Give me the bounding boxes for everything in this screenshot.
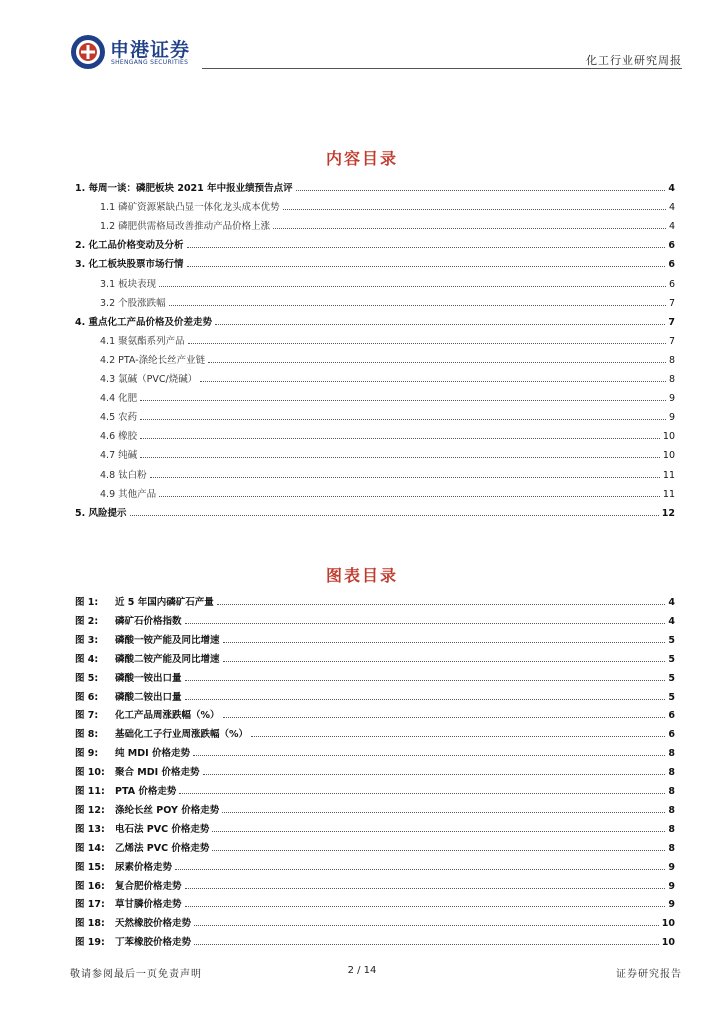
brand-name-cn: 申港证券 bbox=[110, 39, 191, 61]
toc-entry-page: 12 bbox=[661, 507, 675, 519]
toc-leader-dots bbox=[222, 811, 665, 813]
toc-entry-label: 1. 每周一谈：磷肥板块 2021 年中报业绩预告点评 bbox=[75, 183, 293, 194]
toc-entry-label: 3.1 板块表现 bbox=[100, 278, 157, 290]
toc-leader-dots bbox=[169, 304, 666, 306]
figure-toc-entry-label bbox=[75, 670, 182, 684]
toc-entry-page: 11 bbox=[662, 469, 675, 481]
brand-name-en: SHENGANG SECURITIES bbox=[111, 59, 189, 66]
toc-entry[interactable] bbox=[100, 369, 675, 385]
figure-number: 图 1: bbox=[75, 597, 99, 608]
toc-entry-page: 9 bbox=[668, 412, 675, 424]
figure-title: 尿素价格走势 bbox=[115, 861, 173, 873]
figure-toc-entry[interactable] bbox=[75, 705, 675, 721]
figure-number: 图 13: bbox=[75, 823, 105, 835]
toc-leader-dots bbox=[251, 735, 665, 737]
figure-toc-entry-label bbox=[75, 726, 248, 740]
figure-toc-entry[interactable] bbox=[75, 649, 675, 665]
shengang-logo-icon bbox=[70, 34, 106, 70]
figure-toc-entry-page: 5 bbox=[668, 634, 675, 646]
toc-leader-dots bbox=[223, 641, 666, 643]
figure-toc-entry[interactable] bbox=[75, 762, 675, 778]
figure-title: 聚合 MDI 价格走势 bbox=[115, 767, 200, 779]
figure-toc-entry-page: 8 bbox=[668, 748, 675, 760]
toc-leader-dots bbox=[217, 603, 666, 605]
toc-entry-label: 4.7 纯碱 bbox=[100, 450, 138, 462]
toc-leader-dots bbox=[283, 208, 666, 210]
figure-title: 电石法 PVC 价格走势 bbox=[115, 823, 210, 835]
toc-entry-page: 6 bbox=[668, 240, 675, 252]
toc-entry-label: 3.2 个股涨跌幅 bbox=[100, 297, 166, 309]
toc-entry-label: 4.6 橡胶 bbox=[100, 431, 138, 443]
figure-toc-entry-page: 8 bbox=[668, 786, 675, 797]
figure-toc-entry-page: 5 bbox=[668, 691, 675, 703]
toc-entry-label: 1.2 磷肥供需格局改善推动产品价格上涨 bbox=[100, 221, 271, 233]
figure-title: 化工产品周涨跌幅（%） bbox=[115, 710, 220, 722]
figure-toc-entry-page: 6 bbox=[668, 729, 675, 741]
figure-toc-entry-label bbox=[75, 613, 182, 627]
toc-leader-dots bbox=[200, 380, 666, 382]
figure-toc-entry[interactable] bbox=[75, 743, 675, 759]
figure-toc-entry[interactable] bbox=[75, 724, 675, 740]
toc-leader-dots bbox=[185, 887, 666, 889]
figure-number: 图 18: bbox=[75, 918, 105, 930]
figure-title: 草甘膦价格走势 bbox=[115, 899, 182, 911]
figure-number: 图 7: bbox=[75, 710, 99, 722]
figure-number: 图 6: bbox=[75, 691, 99, 703]
figure-toc-entry-label bbox=[75, 651, 220, 665]
toc-entry-label: 2. 化工品价格变动及分析 bbox=[75, 240, 184, 252]
toc-entry-page: 11 bbox=[662, 488, 675, 500]
figure-toc-entry[interactable] bbox=[75, 781, 675, 797]
toc-entry-page: 4 bbox=[668, 183, 675, 194]
figure-toc-entry[interactable] bbox=[75, 913, 675, 929]
figure-toc-entry-label bbox=[75, 802, 219, 816]
toc-entry[interactable] bbox=[100, 407, 675, 423]
figure-toc-entry-label bbox=[75, 840, 209, 854]
toc-leader-dots bbox=[212, 849, 665, 851]
figure-toc-entry[interactable] bbox=[75, 687, 675, 703]
figure-number: 图 2: bbox=[75, 615, 99, 627]
toc-entry[interactable] bbox=[100, 445, 675, 461]
toc-leader-dots bbox=[185, 679, 666, 681]
figure-title: 天然橡胶价格走势 bbox=[115, 918, 192, 930]
figure-number: 图 19: bbox=[75, 937, 105, 949]
toc-leader-dots bbox=[159, 285, 666, 287]
toc-leader-dots bbox=[175, 868, 665, 870]
figure-toc-entry[interactable] bbox=[75, 819, 675, 835]
toc-leader-dots bbox=[208, 361, 666, 363]
figure-toc-entry[interactable] bbox=[75, 932, 675, 948]
figure-number: 图 4: bbox=[75, 653, 99, 665]
toc-leader-dots bbox=[185, 622, 666, 624]
toc-entry[interactable] bbox=[100, 293, 675, 309]
toc-entry[interactable] bbox=[75, 503, 675, 519]
figure-toc-entry-label bbox=[75, 821, 209, 835]
toc-leader-dots bbox=[140, 399, 666, 401]
figure-toc-entry-label bbox=[75, 594, 214, 608]
toc-entry-label: 3. 化工板块股票市场行情 bbox=[75, 259, 184, 271]
figure-number: 图 3: bbox=[75, 634, 99, 646]
toc-entry-page: 10 bbox=[662, 450, 675, 462]
figure-title: 丁苯橡胶价格走势 bbox=[115, 937, 192, 949]
figure-toc-entry-page: 10 bbox=[661, 918, 675, 930]
content-toc-title: 内容目录 bbox=[325, 149, 398, 168]
figure-toc-entry-page: 5 bbox=[668, 653, 675, 665]
figure-number: 图 11: bbox=[75, 786, 105, 797]
toc-entry-page: 4 bbox=[668, 202, 675, 214]
figure-toc-entry-page: 4 bbox=[668, 597, 675, 608]
figure-toc-entry[interactable] bbox=[75, 668, 675, 684]
figure-toc-entry-page: 8 bbox=[668, 804, 675, 816]
toc-entry-label: 4.3 氯碱（PVC/烧碱） bbox=[100, 374, 198, 385]
figure-toc-entry-page: 4 bbox=[668, 615, 675, 627]
figure-toc-entry-page: 9 bbox=[668, 899, 675, 911]
report-series-title: 化工行业研究周报 bbox=[586, 54, 682, 67]
toc-entry-label: 4.1 聚氨酯系列产品 bbox=[100, 335, 185, 347]
toc-entry[interactable] bbox=[100, 197, 675, 213]
figure-toc-entry-label bbox=[75, 859, 172, 873]
figure-toc-entry-page: 8 bbox=[668, 842, 675, 854]
toc-leader-dots bbox=[140, 456, 660, 458]
toc-leader-dots bbox=[130, 514, 659, 516]
toc-leader-dots bbox=[188, 342, 666, 344]
figure-toc-entry[interactable] bbox=[75, 800, 675, 816]
figure-number: 图 12: bbox=[75, 804, 105, 816]
figure-title: 涤纶长丝 POY 价格走势 bbox=[115, 804, 220, 816]
toc-leader-dots bbox=[212, 830, 665, 832]
figure-toc-title: 图表目录 bbox=[325, 566, 398, 585]
toc-entry-page: 6 bbox=[668, 259, 675, 271]
toc-leader-dots bbox=[179, 792, 665, 794]
figure-toc-entry-page: 10 bbox=[661, 937, 675, 949]
figure-number: 图 16: bbox=[75, 880, 105, 892]
figure-number: 图 14: bbox=[75, 842, 105, 854]
figure-title: 基础化工子行业周涨跌幅（%） bbox=[115, 729, 249, 741]
figure-toc-entry[interactable] bbox=[75, 838, 675, 854]
toc-entry-label: 5. 风险提示 bbox=[75, 507, 127, 519]
figure-title: 磷酸二铵产能及同比增速 bbox=[115, 653, 220, 665]
page-header bbox=[70, 30, 682, 72]
figure-title: 纯 MDI 价格走势 bbox=[115, 748, 190, 760]
figure-toc-entry-label bbox=[75, 783, 176, 797]
toc-entry[interactable] bbox=[100, 484, 675, 500]
figure-toc-entry[interactable] bbox=[75, 592, 675, 608]
figure-toc-entry-page: 5 bbox=[668, 672, 675, 684]
toc-entry-label: 4.2 PTA-涤纶长丝产业链 bbox=[100, 354, 206, 366]
header-divider bbox=[202, 68, 682, 69]
figure-toc-entry-page: 8 bbox=[668, 823, 675, 835]
toc-leader-dots bbox=[194, 943, 659, 945]
figure-title: 乙烯法 PVC 价格走势 bbox=[115, 842, 210, 854]
figure-title: 磷矿石价格指数 bbox=[115, 615, 182, 627]
toc-entry[interactable] bbox=[75, 254, 675, 270]
figure-title: 磷酸一铵出口量 bbox=[115, 672, 182, 684]
figure-toc-entry[interactable] bbox=[75, 630, 675, 646]
figure-title: 复合肥价格走势 bbox=[115, 880, 182, 892]
toc-entry-page: 6 bbox=[668, 278, 675, 290]
footer-page-indicator: 2 / 14 bbox=[347, 965, 377, 976]
toc-entry[interactable] bbox=[100, 465, 675, 481]
figure-toc-entry-label bbox=[75, 896, 182, 910]
figure-number: 图 17: bbox=[75, 899, 105, 911]
toc-entry-label: 4.9 其他产品 bbox=[100, 488, 157, 500]
figure-number: 图 8: bbox=[75, 729, 99, 741]
figure-title: PTA 价格走势 bbox=[115, 786, 177, 797]
toc-leader-dots bbox=[187, 265, 666, 267]
figure-title: 近 5 年国内磷矿石产量 bbox=[115, 597, 214, 608]
figure-toc-entry-label bbox=[75, 632, 220, 646]
figure-toc-entry[interactable] bbox=[75, 857, 675, 873]
figure-toc-entry-label bbox=[75, 934, 191, 948]
toc-leader-dots bbox=[223, 660, 666, 662]
figure-title: 磷酸二铵出口量 bbox=[115, 691, 182, 703]
toc-leader-dots bbox=[140, 437, 660, 439]
toc-entry[interactable] bbox=[100, 216, 675, 232]
figure-number: 图 15: bbox=[75, 861, 105, 873]
toc-entry-page: 7 bbox=[668, 335, 675, 347]
toc-entry[interactable] bbox=[75, 235, 675, 251]
figure-toc-entry-label bbox=[75, 689, 182, 703]
figure-number: 图 9: bbox=[75, 748, 99, 760]
toc-entry[interactable] bbox=[100, 426, 675, 442]
toc-entry[interactable] bbox=[100, 388, 675, 404]
figure-toc-entry-page: 8 bbox=[668, 767, 675, 779]
figure-toc-entry-label bbox=[75, 764, 200, 778]
toc-leader-dots bbox=[187, 246, 666, 248]
toc-leader-dots bbox=[215, 323, 665, 325]
toc-leader-dots bbox=[194, 924, 659, 926]
figure-toc-entry[interactable] bbox=[75, 876, 675, 892]
figure-toc-entry-label bbox=[75, 915, 191, 929]
toc-leader-dots bbox=[296, 189, 666, 191]
figure-toc-entry-label bbox=[75, 745, 190, 759]
toc-leader-dots bbox=[193, 754, 665, 756]
toc-entry-label: 4.5 农药 bbox=[100, 412, 138, 424]
toc-entry-page: 7 bbox=[668, 316, 675, 328]
toc-entry-page: 8 bbox=[668, 354, 675, 366]
figure-toc-entry[interactable] bbox=[75, 611, 675, 627]
toc-entry[interactable] bbox=[100, 274, 675, 290]
figure-toc-entry-label bbox=[75, 707, 220, 721]
figure-number: 图 5: bbox=[75, 672, 99, 684]
figure-title: 磷酸一铵产能及同比增速 bbox=[115, 634, 220, 646]
toc-entry-page: 8 bbox=[668, 374, 675, 385]
toc-entry[interactable] bbox=[75, 312, 675, 328]
toc-entry-label: 4. 重点化工产品价格及价差走势 bbox=[75, 316, 213, 328]
toc-leader-dots bbox=[273, 227, 666, 229]
toc-leader-dots bbox=[150, 476, 660, 478]
figure-toc-entry[interactable] bbox=[75, 894, 675, 910]
toc-leader-dots bbox=[185, 905, 666, 907]
toc-leader-dots bbox=[159, 495, 660, 497]
toc-entry-page: 7 bbox=[668, 297, 675, 309]
footer-report-type: 证券研究报告 bbox=[616, 969, 682, 980]
toc-entry-label: 4.8 钛白粉 bbox=[100, 469, 147, 481]
figure-number: 图 10: bbox=[75, 767, 105, 779]
toc-entry-page: 4 bbox=[668, 221, 675, 233]
figure-toc-entry-page: 9 bbox=[668, 861, 675, 873]
toc-leader-dots bbox=[223, 716, 666, 718]
figure-toc-entry-label bbox=[75, 878, 182, 892]
figure-toc-entry-page: 6 bbox=[668, 710, 675, 722]
toc-entry-page: 10 bbox=[662, 431, 675, 443]
toc-leader-dots bbox=[185, 698, 666, 700]
toc-leader-dots bbox=[140, 418, 666, 420]
toc-entry[interactable] bbox=[100, 331, 675, 347]
toc-entry-page: 9 bbox=[668, 393, 675, 405]
toc-entry[interactable] bbox=[75, 178, 675, 194]
toc-entry-label: 1.1 磷矿资源紧缺凸显一体化龙头成本优势 bbox=[100, 202, 280, 214]
toc-entry-label: 4.4 化肥 bbox=[100, 393, 138, 405]
toc-entry[interactable] bbox=[100, 350, 675, 366]
footer-disclaimer: 敬请参阅最后一页免责声明 bbox=[70, 969, 202, 980]
toc-leader-dots bbox=[203, 773, 666, 775]
figure-toc-entry-page: 9 bbox=[668, 880, 675, 892]
